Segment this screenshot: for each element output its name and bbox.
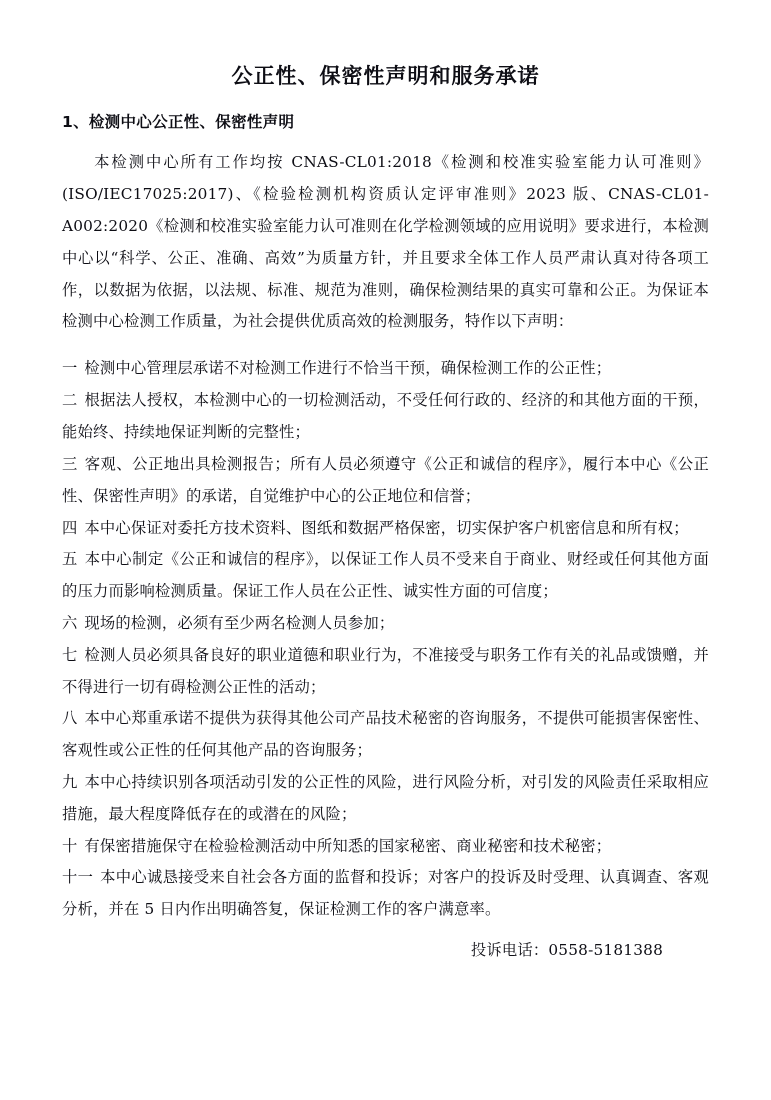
complaint-phone-line: 投诉电话：0558-5181388 <box>470 941 663 960</box>
clause-number: 六 <box>62 613 78 632</box>
clause-text: 本中心持续识别各项活动引发的公正性的风险，进行风险分析，对引发的风险责任采取相应措施，最大程度降低存在的或潜在的风险； <box>62 773 709 823</box>
clause-text: 本中心诚恳接受来自社会各方面的监督和投诉；对客户的投诉及时受理、认真调查、客观分析，并在 5 日内作出明确答复，保证检测工作的客户满意率。 <box>62 868 709 919</box>
clause-item <box>62 449 709 513</box>
clause-item <box>62 640 709 704</box>
clause-item <box>62 608 709 640</box>
clause-text: 检测中心管理层承诺不对检测工作进行不恰当干预，确保检测工作的公正性； <box>84 359 612 378</box>
clause-item <box>62 767 709 831</box>
clause-item <box>62 385 709 449</box>
clause-text: 客观、公正地出具检测报告；所有人员必须遵守《公正和诚信的程序》，履行本中心《公正性、保密性声明》的承诺，自觉维护中心的公正地位和信誉； <box>62 454 709 505</box>
clause-item <box>62 353 709 385</box>
clause-text: 本中心保证对委托方技术资料、图纸和数据严格保密，切实保护客户机密信息和所有权； <box>84 518 689 537</box>
clause-number: 五 <box>62 550 78 569</box>
clause-number: 十 <box>62 836 78 855</box>
section-heading: 1、检测中心公正性、保密性声明 <box>62 113 295 131</box>
clause-number: 十一 <box>62 868 94 887</box>
clause-item <box>62 513 709 545</box>
clause-number: 九 <box>62 773 78 792</box>
clause-item <box>62 862 709 926</box>
clause-number: 八 <box>62 709 78 728</box>
clause-number: 二 <box>62 391 78 410</box>
clause-text: 有保密措施保守在检验检测活动中所知悉的国家秘密、商业秘密和技术秘密； <box>84 836 612 855</box>
clause-item <box>62 544 709 608</box>
page-title: 公正性、保密性声明和服务承诺 <box>231 64 540 88</box>
clause-number: 三 <box>62 454 78 473</box>
intro-paragraph: 本检测中心所有工作均按 CNAS-CL01:2018《检测和校准实验室能力认可准则》(ISO/IEC17025:2017)、《检验检测机构资质认定评审准则》2023 版、CNAS-CL01-A002:2020《检测和校准实验室能力认可准则在化学检测领域的应用说明》要求进行，本检测中心以“科学、公正、准确、高效”为质量方针，并且要求全体工作人员严肃认真对待各项工作，以数据为依据，以法规、标准、规范为准则，确保检测结果的真实可靠和公正。为保证本检测中心检测工作质量，为社会提供优质高效的检测服务，特作以下声明： <box>62 153 709 331</box>
clause-item <box>62 831 709 863</box>
clause-text: 本中心郑重承诺不提供为获得其他公司产品技术秘密的咨询服务，不提供可能损害保密性、客观性或公正性的任何其他产品的咨询服务； <box>62 709 709 760</box>
clause-number: 一 <box>62 359 78 378</box>
clause-number: 七 <box>62 645 78 664</box>
clause-number: 四 <box>62 518 78 537</box>
clause-text: 本中心制定《公正和诚信的程序》，以保证工作人员不受来自于商业、财经或任何其他方面的压力而影响检测质量。保证工作人员在公正性、诚实性方面的可信度； <box>62 550 709 601</box>
clause-item <box>62 703 709 767</box>
clause-text: 根据法人授权，本检测中心的一切检测活动，不受任何行政的、经济的和其他方面的干预，能始终、持续地保证判断的完整性； <box>62 391 709 442</box>
clause-text: 检测人员必须具备良好的职业道德和职业行为，不准接受与职务工作有关的礼品或馈赠，并不得进行一切有碍检测公正性的活动； <box>62 645 709 696</box>
clause-text: 现场的检测，必须有至少两名检测人员参加； <box>84 613 395 632</box>
